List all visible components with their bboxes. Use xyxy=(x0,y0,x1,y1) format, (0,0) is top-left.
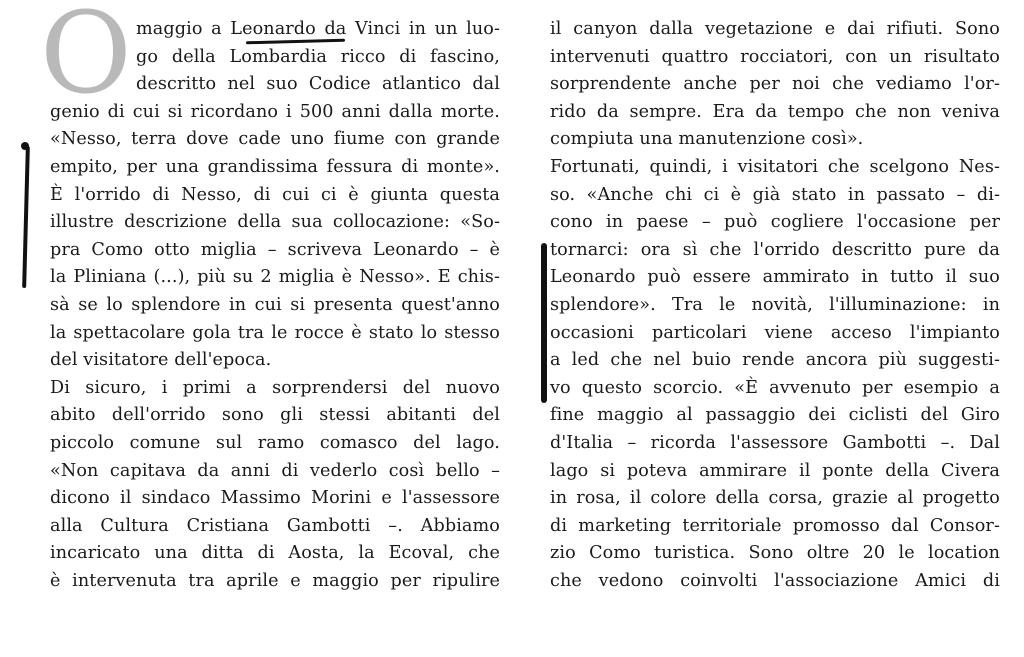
text-line: alla Cultura Cristiana Gambotti –. Abbiamo xyxy=(50,515,500,536)
text-line: cono in paese – può cogliere l'occasione per xyxy=(550,212,1000,233)
text-line: il canyon dalla vegetazione e dai rifiuti. Sono xyxy=(550,19,1000,39)
text-line: Leonardo può essere ammirato in tutto il suo xyxy=(550,267,1000,288)
text-line: d'Italia – ricorda l'assessore Gambotti –. Dal xyxy=(550,432,1000,453)
text-line: in rosa, il colore della corsa, grazie al progetto xyxy=(550,488,1000,509)
text-line: fine maggio al passaggio dei ciclisti del Giro xyxy=(550,405,1000,426)
text-line: del visitatore dell'epoca. xyxy=(50,350,272,371)
text-line: compiuta una manutenzione così». xyxy=(550,129,864,150)
text-line: Di sicuro, i primi a sorprendersi del nuovo xyxy=(50,377,500,398)
text-line: pra Como otto miglia – scriveva Leonardo – è xyxy=(50,239,500,260)
text-line: «Nesso, terra dove cade uno fiume con grande xyxy=(50,129,500,150)
text-line: rido da sempre. Era da tempo che non veniva xyxy=(550,101,1000,122)
text-line: è intervenuta tra aprile e maggio per ripulire xyxy=(50,570,500,591)
text-line: a led che nel buio rende ancora più suggesti- xyxy=(550,350,1000,371)
text-line: piccolo comune sul ramo comasco del lago. xyxy=(50,432,500,453)
text-line: la Pliniana (...), più su 2 miglia è Nesso». E chis- xyxy=(50,267,500,288)
text-line: maggio a Leonardo da Vinci in un luo- xyxy=(136,19,500,39)
text-line: splendore». Tra le novità, l'illuminazione: in xyxy=(550,294,1000,315)
text-line: dicono il sindaco Massimo Morini e l'assessore xyxy=(50,488,500,509)
text-line: È l'orrido di Nesso, di cui ci è giunta questa xyxy=(50,184,500,205)
handwritten-margin-mark-left-tip xyxy=(21,142,29,150)
text-line: che vedono coinvolti l'associazione Amici di xyxy=(550,570,1000,591)
text-line: intervenuti quattro rocciatori, con un risultato xyxy=(550,46,1000,67)
handwritten-margin-mark-right xyxy=(541,243,547,403)
text-line: empito, per una grandissima fessura di monte». xyxy=(50,156,500,177)
text-line: lago si poteva ammirare il ponte della Civera xyxy=(550,460,1000,481)
text-line: Fortunati, quindi, i visitatori che scelgono Nes- xyxy=(550,156,1000,177)
text-line: di marketing territoriale promosso dal Consor- xyxy=(550,515,1000,536)
left-column xyxy=(50,16,500,595)
text-line: zio Como turistica. Sono oltre 20 le location xyxy=(550,543,1000,564)
text-line: sorprendente anche per noi che vediamo l'or- xyxy=(550,74,1000,95)
drop-cap: O xyxy=(40,0,132,119)
right-column xyxy=(550,16,1000,595)
text-line: vo questo scorcio. «È avvenuto per esempio a xyxy=(550,377,1000,398)
text-line: sà se lo splendore in cui si presenta quest'anno xyxy=(50,294,500,315)
text-line: go della Lombardia ricco di fascino, xyxy=(136,46,500,67)
text-line: tornarci: ora sì che l'orrido descritto pure da xyxy=(550,239,1000,260)
text-line: illustre descrizione della sua collocazione: «So- xyxy=(50,212,500,233)
handwritten-margin-mark-left xyxy=(22,146,30,288)
text-line: la spettacolare gola tra le rocce è stato lo stesso xyxy=(50,322,500,343)
text-line: incaricato una ditta di Aosta, la Ecoval, che xyxy=(50,543,500,564)
text-line: descritto nel suo Codice atlantico dal xyxy=(136,74,500,95)
text-line: abito dell'orrido sono gli stessi abitanti del xyxy=(50,405,500,426)
text-line: «Non capitava da anni di vederlo così bello – xyxy=(50,460,500,481)
text-line: genio di cui si ricordano i 500 anni dalla morte. xyxy=(50,101,500,122)
text-line: occasioni particolari viene acceso l'impianto xyxy=(550,322,1000,343)
text-line: so. «Anche chi ci è già stato in passato – di- xyxy=(550,184,1000,205)
